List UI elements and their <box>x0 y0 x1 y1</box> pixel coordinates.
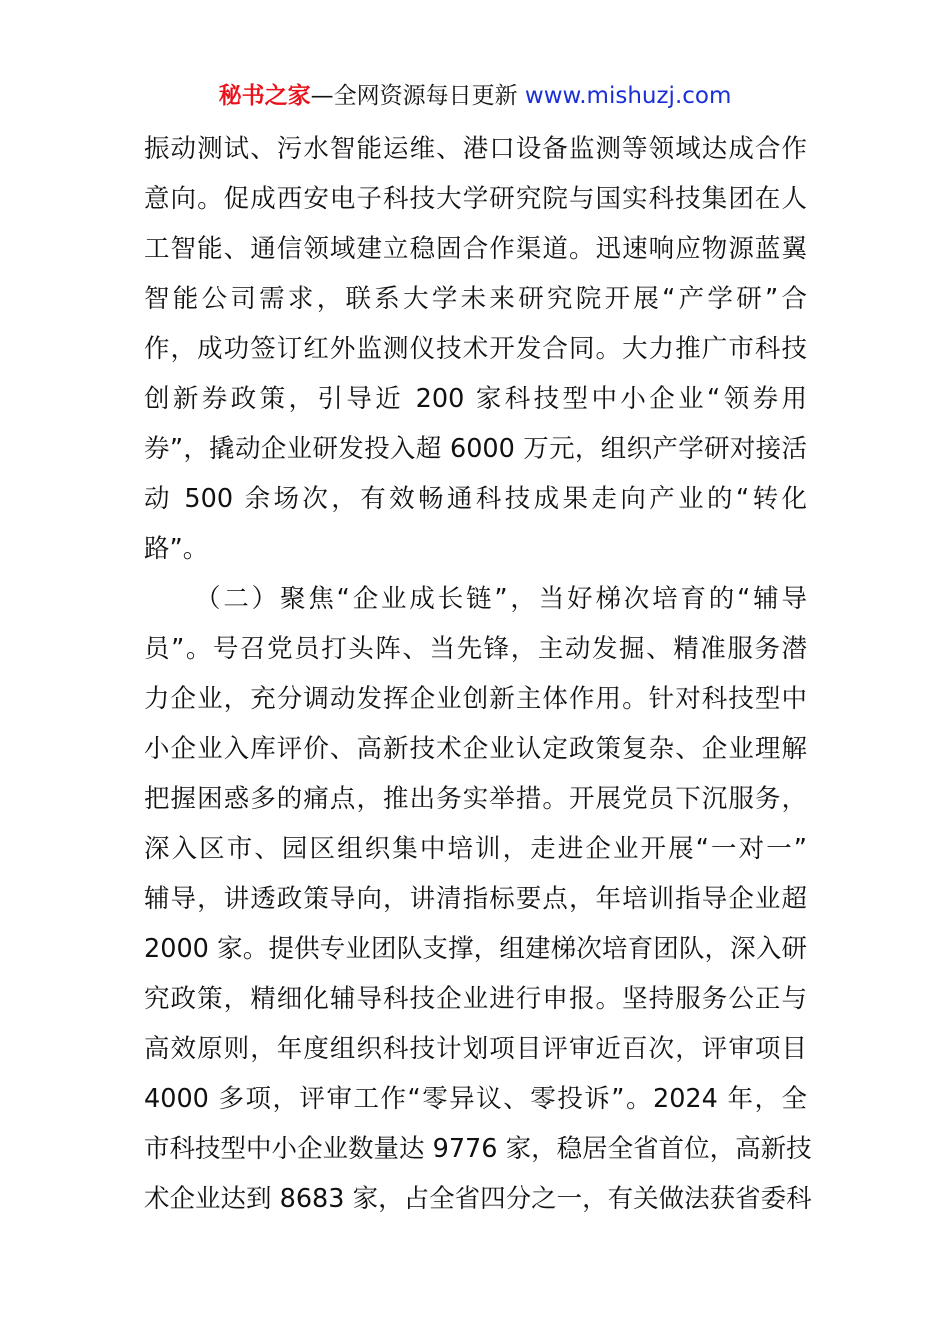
text-line: 智能公司需求，联系大学未来研究院开展“产学研”合 <box>144 284 807 314</box>
header-tagline: —全网资源每日更新 <box>310 83 525 109</box>
text-line: 究政策，精细化辅导科技企业进行申报。坚持服务公正与 <box>144 984 807 1014</box>
text-line: 市科技型中小企业数量达 9776 家，稳居全省首位，高新技 <box>144 1134 812 1164</box>
text-line: 高效原则，年度组织科技计划项目评审近百次，评审项目 <box>144 1034 807 1064</box>
brand-name: 秘书之家 <box>218 83 311 109</box>
text-line: 作，成功签订红外监测仪技术开发合同。大力推广市科技 <box>144 334 807 364</box>
text-line: 术企业达到 8683 家，占全省四分之一，有关做法获省委科 <box>144 1184 812 1214</box>
text-line: 路”。 <box>144 534 209 564</box>
text-line: 振动测试、污水智能运维、港口设备监测等领域达成合作 <box>144 134 807 164</box>
text-line: 深入区市、园区组织集中培训，走进企业开展“一对一” <box>144 834 807 864</box>
text-line: 工智能、通信领域建立稳固合作渠道。迅速响应物源蓝翼 <box>144 234 807 264</box>
text-line: 4000 多项，评审工作“零异议、零投诉”。2024 年，全 <box>144 1084 807 1114</box>
text-line: 小企业入库评价、高新技术企业认定政策复杂、企业理解 <box>144 734 807 764</box>
text-line: 2000 家。提供专业团队支撑，组建梯次培育团队，深入研 <box>144 934 807 964</box>
text-line: 创新券政策，引导近 200 家科技型中小企业“领券用 <box>144 384 807 414</box>
text-line: 力企业，充分调动发挥企业创新主体作用。针对科技型中 <box>144 684 807 714</box>
text-line: 券”，撬动企业研发投入超 6000 万元，组织产学研对接活 <box>144 434 807 464</box>
text-line: 辅导，讲透政策导向，讲清指标要点，年培训指导企业超 <box>144 884 807 914</box>
section-heading-line: （二）聚焦“企业成长链”，当好梯次培育的“辅导 <box>195 584 807 614</box>
text-line: 动 500 余场次，有效畅通科技成果走向产业的“转化 <box>144 484 807 514</box>
site-url[interactable]: www.mishuzj.com <box>524 83 732 109</box>
text-line: 意向。促成西安电子科技大学研究院与国实科技集团在人 <box>144 184 807 214</box>
site-header <box>0 80 950 112</box>
text-line: 把握困惑多的痛点，推出务实举措。开展党员下沉服务， <box>144 784 807 814</box>
text-line: 员”。号召党员打头阵、当先锋，主动发掘、精准服务潜 <box>144 634 807 664</box>
